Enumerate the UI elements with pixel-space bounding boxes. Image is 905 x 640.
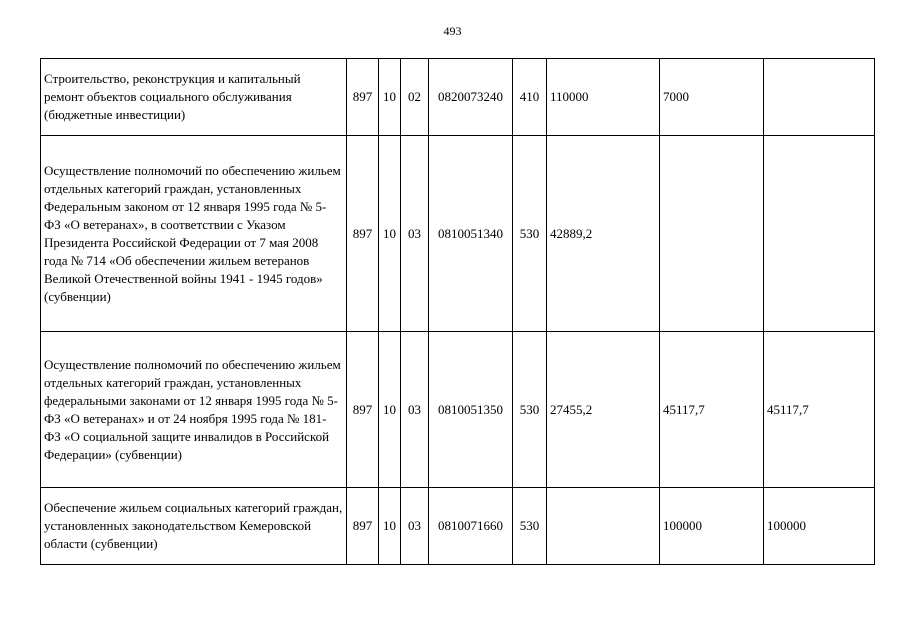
table-row [41,332,875,488]
amount-1: 42889,2 [547,136,660,332]
budget-table [40,58,875,565]
amount-1: 110000 [547,59,660,136]
amount-3: 100000 [764,488,875,565]
amount-2: 100000 [660,488,764,565]
expense-type-code: 530 [513,136,547,332]
amount-2 [660,136,764,332]
section-code: 10 [379,332,401,488]
target-item-code: 0810051340 [429,136,513,332]
amount-2: 7000 [660,59,764,136]
row-description: Осуществление полномочий по обеспечению жильем отдельных категорий граждан, установленных федеральными законами от 12 января 1995 года № 5-ФЗ «О ветеранах» и от 24 ноября 1995 года № 181-ФЗ «О социальной защите инвалидов в Российской Федерации» (субвенции) [41,332,347,488]
amount-1: 27455,2 [547,332,660,488]
section-code: 10 [379,488,401,565]
amount-2: 45117,7 [660,332,764,488]
row-description: Осуществление полномочий по обеспечению жильем отдельных категорий граждан, установленных Федеральным законом от 12 января 1995 года № 5-ФЗ «О ветеранах», в соответствии с Указом Президента Российской Федерации от 7 мая 2008 года № 714 «Об обеспечении жильем ветеранов Великой Отечественной войны 1941 - 1945 годов» (субвенции) [41,136,347,332]
table-row [41,59,875,136]
expense-type-code: 530 [513,488,547,565]
table-row [41,136,875,332]
table-row [41,488,875,565]
ministry-code: 897 [347,136,379,332]
ministry-code: 897 [347,488,379,565]
target-item-code: 0820073240 [429,59,513,136]
amount-3: 45117,7 [764,332,875,488]
subsection-code: 03 [401,488,429,565]
expense-type-code: 410 [513,59,547,136]
ministry-code: 897 [347,332,379,488]
target-item-code: 0810051350 [429,332,513,488]
section-code: 10 [379,136,401,332]
row-description: Строительство, реконструкция и капитальный ремонт объектов социального обслуживания (бюджетные инвестиции) [41,59,347,136]
ministry-code: 897 [347,59,379,136]
subsection-code: 02 [401,59,429,136]
subsection-code: 03 [401,136,429,332]
amount-3 [764,59,875,136]
amount-3 [764,136,875,332]
page-number: 493 [443,24,462,38]
amount-1 [547,488,660,565]
row-description: Обеспечение жильем социальных категорий граждан, установленных законодательством Кемеровской области (субвенции) [41,488,347,565]
target-item-code: 0810071660 [429,488,513,565]
expense-type-code: 530 [513,332,547,488]
subsection-code: 03 [401,332,429,488]
section-code: 10 [379,59,401,136]
